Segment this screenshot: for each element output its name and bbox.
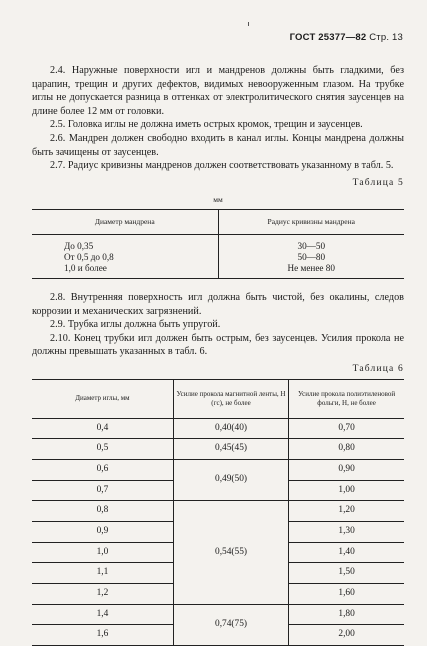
table5-diameter-value: От 0,5 до 0,8 (64, 252, 218, 263)
table6-header-film-force: Усилие прокола полиэтиленовой фольги, Н, не более (289, 379, 404, 418)
table6-tape-force-cell: 0,40(40) (173, 418, 288, 439)
table5-diameter-value: 1,0 и более (64, 263, 218, 274)
table6-diameter-cell: 0,4 (32, 418, 173, 439)
table6-film-force-cell: 1,00 (289, 480, 404, 501)
table6-diameter-cell: 1,4 (32, 604, 173, 625)
table5-radius-value: Не менее 80 (219, 263, 405, 274)
table5-label: Таблица 5 (32, 177, 404, 191)
table6-film-force-cell: 0,80 (289, 439, 404, 460)
table5-radius-cell (218, 234, 404, 278)
table6-header-tape-force: Усилие прокола магнитной ленты, Н (гс), не более (173, 379, 288, 418)
clauses-mid (32, 291, 404, 359)
table5-unit: мм (32, 193, 404, 207)
table6-row (32, 501, 404, 522)
table6-row (32, 604, 404, 625)
table6-film-force-cell: 0,90 (289, 459, 404, 480)
table6-tape-force-cell: 0,49(50) (173, 459, 288, 500)
table6-film-force-cell: 2,00 (289, 625, 404, 646)
table6-tape-force-cell: 0,74(75) (173, 604, 288, 645)
table6-label: Таблица 6 (32, 363, 404, 377)
standard-number: ГОСТ 25377—82 (290, 32, 367, 43)
table6-tape-force-cell: 0,54(55) (173, 501, 288, 604)
clause-2-5: 2.5. Головка иглы не должна иметь острых кромок, трещин и заусенцев. (32, 118, 404, 132)
table6-film-force-cell: 1,50 (289, 563, 404, 584)
table6-film-force-cell: 1,30 (289, 521, 404, 542)
clause-2-7: 2.7. Радиус кривизны мандренов должен соответствовать указанному в табл. 5. (32, 159, 404, 173)
table5-radius-value: 30—50 (219, 241, 405, 252)
table6-tape-force-cell: 0,45(45) (173, 439, 288, 460)
table6-diameter-cell: 1,6 (32, 625, 173, 646)
table5-header-diameter: Диаметр мандрена (32, 209, 218, 234)
table6-film-force-cell: 1,40 (289, 542, 404, 563)
table5 (32, 209, 404, 279)
table6-row (32, 418, 404, 439)
page-header (290, 32, 403, 43)
table6-diameter-cell: 0,6 (32, 459, 173, 480)
table5-diameter-value: До 0,35 (64, 241, 218, 252)
clause-2-9: 2.9. Трубка иглы должна быть упругой. (32, 318, 404, 332)
table5-diameter-cell (32, 234, 218, 278)
table6-diameter-cell: 0,7 (32, 480, 173, 501)
clauses-top (32, 64, 404, 173)
table6-row (32, 439, 404, 460)
table5-row (32, 234, 404, 278)
table6-diameter-cell: 0,8 (32, 501, 173, 522)
table6-diameter-cell: 0,9 (32, 521, 173, 542)
table6-film-force-cell: 1,80 (289, 604, 404, 625)
table6-film-force-cell: 1,60 (289, 584, 404, 605)
table6 (32, 379, 404, 646)
table6-row (32, 459, 404, 480)
clause-2-4: 2.4. Наружные поверхности игл и мандренов должны быть гладкими, без царапин, трещин и других дефектов, видимых невооруженным глазом. На трубке иглы не допускается разница в оттенках от электролитического снятия заусенцев на длине более 12 мм от головки. (32, 64, 404, 118)
table6-diameter-cell: 1,0 (32, 542, 173, 563)
scan-mark (248, 22, 249, 26)
table5-radius-value: 50—80 (219, 252, 405, 263)
table6-diameter-cell: 0,5 (32, 439, 173, 460)
clause-2-6: 2.6. Мандрен должен свободно входить в канал иглы. Концы мандрена должны быть зачищены от заусенцев. (32, 132, 404, 159)
table6-film-force-cell: 0,70 (289, 418, 404, 439)
table6-film-force-cell: 1,20 (289, 501, 404, 522)
clause-2-8: 2.8. Внутренняя поверхность игл должна быть чистой, без окалины, следов коррозии и механических загрязнений. (32, 291, 404, 318)
page-number: Стр. 13 (369, 32, 403, 43)
clause-2-10: 2.10. Конец трубки игл должен быть острым, без заусенцев. Усилия прокола не должны превышать указанных в табл. 6. (32, 332, 404, 359)
table5-header-row (32, 209, 404, 234)
table6-diameter-cell: 1,2 (32, 584, 173, 605)
table6-header-row (32, 379, 404, 418)
page-body (32, 64, 404, 646)
table5-header-radius: Радиус кривизны мандрена (218, 209, 404, 234)
table6-header-diameter: Диаметр иглы, мм (32, 379, 173, 418)
table6-diameter-cell: 1,1 (32, 563, 173, 584)
